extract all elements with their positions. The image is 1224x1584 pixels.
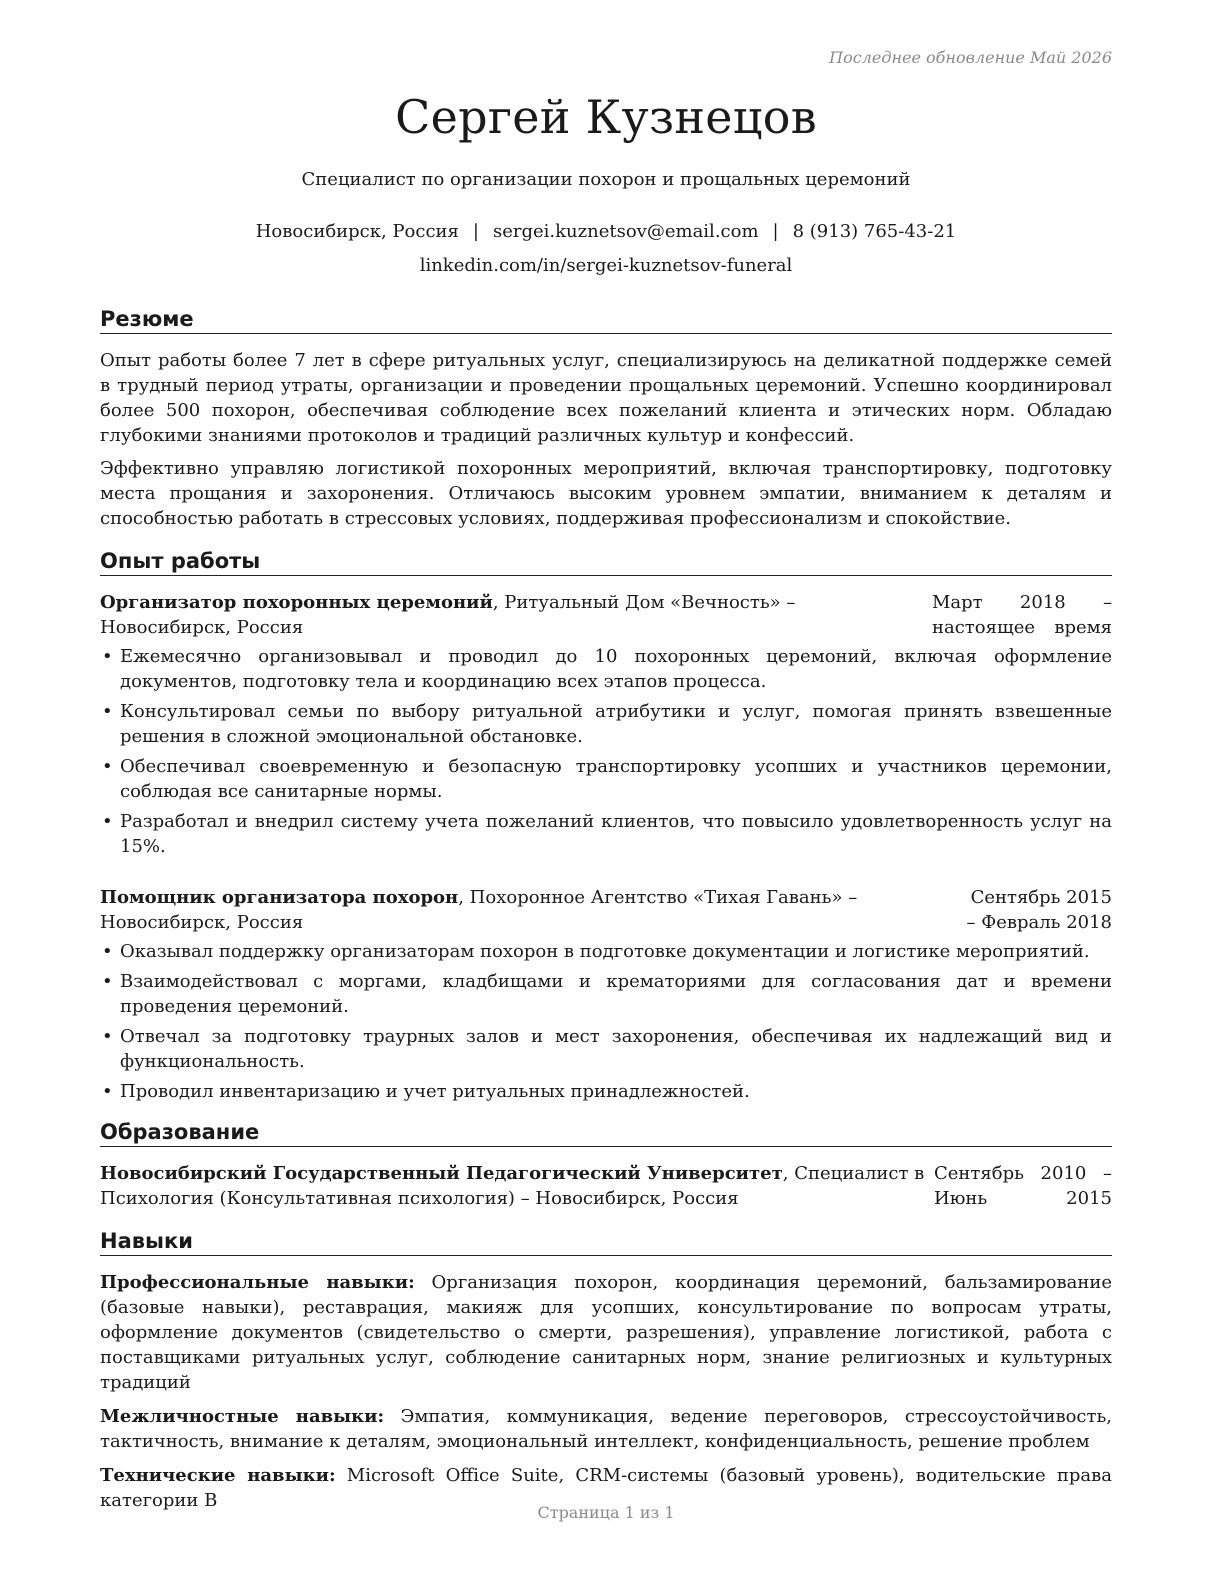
job-bullets	[100, 644, 1112, 859]
job-company: , Ритуальный Дом «Вечность» – Новосибирск, Россия	[100, 592, 796, 638]
skill-label: Профессиональные навыки:	[100, 1272, 415, 1293]
list-item: • Проводил инвентаризацию и учет ритуальных принадлежностей.	[100, 1079, 1112, 1104]
section-title-skills: Навыки	[100, 1227, 1112, 1256]
skill-text: Организация похорон, координация церемоний, бальзамирование (базовые навыки), реставрация, макияж для усопших, консультирование по вопросам утраты, оформление документов (свидетельство о смерти, разрешения), управление логистикой, работа с поставщиками ритуальных услуг, соблюдение санитарных норм, знание религиозных и культурных традиций	[100, 1272, 1112, 1393]
summary-section	[100, 305, 1112, 531]
skill-group	[100, 1270, 1112, 1395]
job-company: , Похоронное Агентство «Тихая Гавань» – Новосибирск, Россия	[100, 887, 858, 933]
section-title-summary: Резюме	[100, 305, 1112, 334]
skill-text: Microsoft Office Suite, CRM-системы (базовый уровень), водительские права категории B	[100, 1465, 1112, 1511]
job-dates: Март 2018 – настоящее время	[932, 592, 1112, 638]
list-item: • Разработал и внедрил систему учета пожеланий клиентов, что повысило удовлетворенность услуг на 15%.	[100, 809, 1112, 859]
location: Новосибирск, Россия	[255, 221, 459, 242]
education-dates: Сентябрь 2010 – Июнь 2015	[934, 1163, 1112, 1209]
experience-section	[100, 547, 1112, 1104]
last-updated: Последнее обновление Май 2026	[829, 48, 1112, 67]
section-title-experience: Опыт работы	[100, 547, 1112, 576]
list-item: • Консультировал семьи по выбору ритуальной атрибутики и услуг, помогая принять взвешенные решения в сложной эмоциональной обстановке.	[100, 699, 1112, 749]
job-position: Организатор похоронных церемоний	[100, 592, 493, 613]
email-link[interactable]: sergei.kuznetsov@email.com	[493, 221, 759, 242]
summary-paragraph: Эффективно управляю логистикой похоронных мероприятий, включая транспортировку, подготовку места прощания и захоронения. Отличаюсь высоким уровнем эмпатии, вниманием к деталям и способностью работать в стрессовых условиях, поддерживая профессионализм и спокойствие.	[100, 458, 1112, 529]
person-name: Сергей Кузнецов	[395, 90, 817, 144]
contact-line	[0, 219, 1212, 244]
skills-section	[100, 1227, 1112, 1513]
skill-label: Межличностные навыки:	[100, 1406, 385, 1427]
job-position: Помощник организатора похорон	[100, 887, 459, 908]
skill-text: Эмпатия, коммуникация, ведение переговоров, стрессоустойчивость, тактичность, внимание к деталям, эмоциональный интеллект, конфиденциальность, решение проблем	[100, 1406, 1112, 1452]
linkedin-link[interactable]: linkedin.com/in/sergei-kuznetsov-funeral	[419, 255, 793, 276]
separator: |	[472, 221, 479, 242]
separator: |	[772, 221, 779, 242]
job-subtitle: Специалист по организации похорон и прощальных церемоний	[301, 169, 911, 190]
phone: 8 (913) 765-43-21	[792, 221, 957, 242]
job-dates: Сентябрь 2015 – Февраль 2018	[966, 887, 1112, 933]
job-header	[100, 590, 1112, 640]
school-name: Новосибирский Государственный Педагогический Университет	[100, 1163, 783, 1184]
job-entry	[100, 590, 1112, 859]
list-item: • Взаимодействовал с моргами, кладбищами и крематориями для согласования дат и времени проведения церемоний.	[100, 969, 1112, 1019]
list-item: • Отвечал за подготовку траурных залов и мест захоронения, обеспечивая их надлежащий вид и функциональность.	[100, 1024, 1112, 1074]
list-item: • Оказывал поддержку организаторам похорон в подготовке документации и логистике мероприятий.	[100, 939, 1112, 964]
skill-label: Технические навыки:	[100, 1465, 336, 1486]
job-entry	[100, 885, 1112, 1104]
job-header	[100, 885, 1112, 935]
page-footer: Страница 1 из 1	[537, 1503, 675, 1522]
section-title-education: Образование	[100, 1118, 1112, 1147]
skill-group	[100, 1404, 1112, 1454]
education-details: , Специалист в Психология (Консультативная психология) – Новосибирск, Россия	[100, 1163, 925, 1209]
job-bullets	[100, 939, 1112, 1104]
education-entry	[100, 1161, 1112, 1211]
resume-content	[100, 305, 1112, 1522]
list-item: • Обеспечивал своевременную и безопасную транспортировку усопших и участников церемонии, соблюдая все санитарные нормы.	[100, 754, 1112, 804]
summary-paragraph: Опыт работы более 7 лет в сфере ритуальных услуг, специализируюсь на деликатной поддержке семей в трудный период утраты, организации и проведении прощальных церемоний. Успешно координировал более 500 похорон, обеспечивая соблюдение всех пожеланий клиента и этических норм. Обладаю глубокими знаниями протоколов и традиций различных культур и конфессий.	[100, 350, 1112, 446]
list-item: • Ежемесячно организовывал и проводил до 10 похоронных церемоний, включая оформление документов, подготовку тела и координацию всех этапов процесса.	[100, 644, 1112, 694]
education-section	[100, 1118, 1112, 1211]
